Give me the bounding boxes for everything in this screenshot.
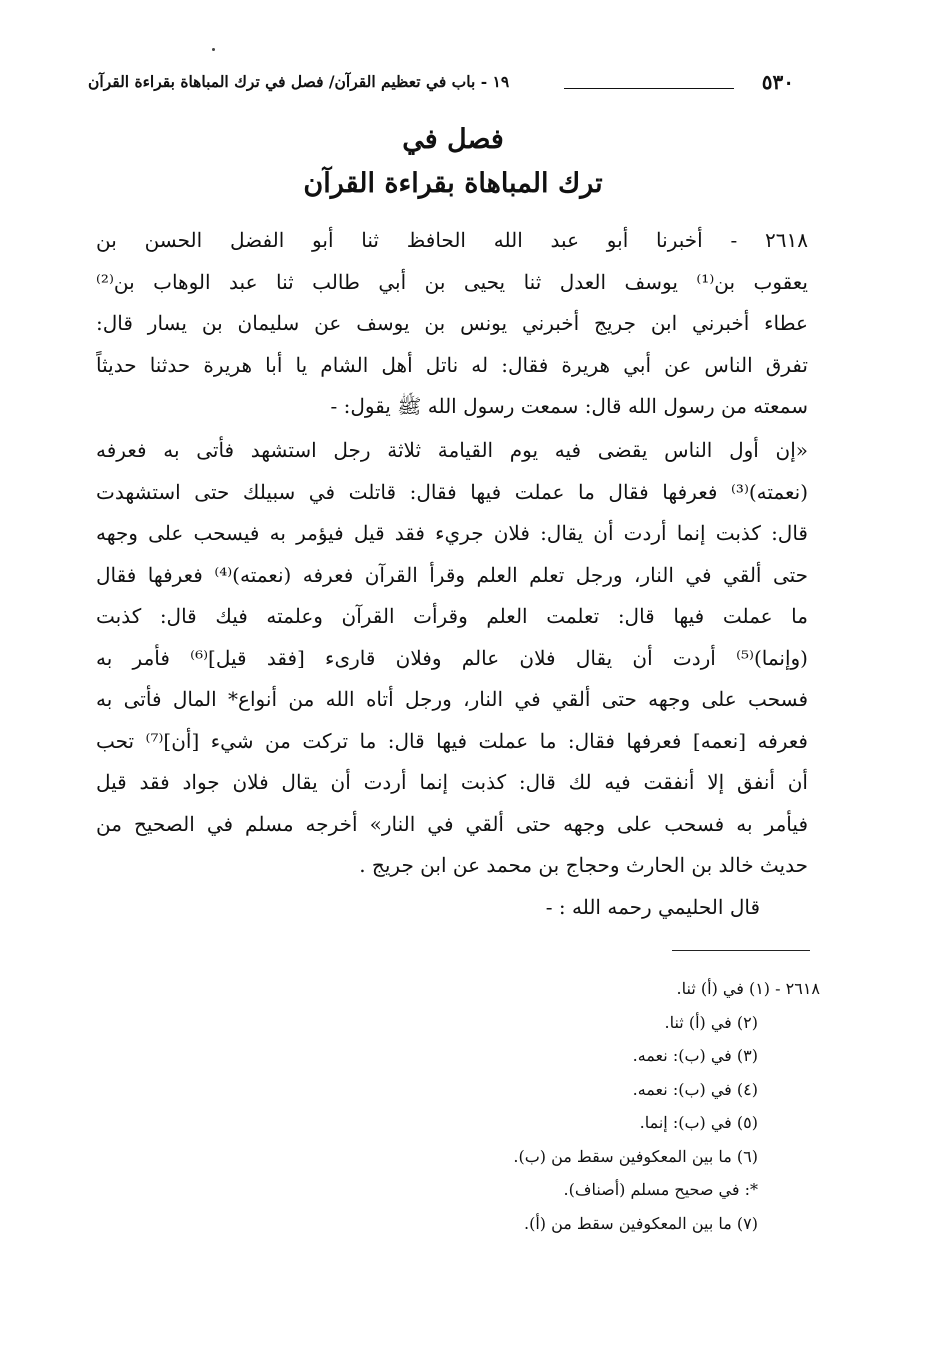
hadith-paragraph (96, 430, 808, 928)
footnote: ٢٦١٨ - (١) في (أ) ثنا. (676, 979, 820, 998)
text-line: حتى ألقي في النار، ورجل تعلم العلم وقرأ القرآن فعرفه (نعمته)⁽⁴⁾ فعرفها فقال (96, 562, 808, 587)
text-line: تفرق الناس عن أبي هريرة فقال: له ناتل أهل الشام يا أبا هريرة حدثنا حديثاً (96, 352, 808, 377)
footnote-separator (672, 950, 810, 951)
footnote: (٤) في (ب): نعمه. (632, 1079, 758, 1099)
text-line: فيأمر به فسحب على وجهه حتى ألقي في النار» أخرجه مسلم في الصحيح من (96, 811, 808, 836)
isnad-paragraph (96, 220, 808, 428)
text-line: يعقوب بن⁽¹⁾ يوسف العدل ثنا يحيى بن أبي طالب ثنا عبد الوهاب بن⁽²⁾ (96, 269, 808, 294)
footnote: (٣) في (ب): نعمه. (632, 1046, 758, 1065)
section-title (100, 118, 806, 206)
text-line: فعرفه [نعمه] فعرفها فقال: ما عملت فيها قال: ما تركت من شيء [أن]⁽⁷⁾ تحب (96, 728, 808, 753)
footnote: (٥) في (ب): إنما. (639, 1113, 758, 1132)
text-line: «إن أول الناس يقضى فيه يوم القيامة ثلاثة رجل استشهد فأتى به فعرفه (96, 438, 808, 462)
running-header (88, 70, 794, 100)
footnote: (٢) في (أ) ثنا. (664, 1012, 758, 1032)
footnote: (٧) ما بين المعكوفين سقط من (أ). (523, 1213, 758, 1233)
text-line: عطاء أخبرني ابن جريج أخبرني يونس بن يوسف عن سليمان بن يسار قال: (96, 311, 808, 335)
text-line: (وإنما)⁽⁵⁾ أردت أن يقال فلان عالم وفلان قارىء [فقد قيل]⁽⁶⁾ فأمر به (96, 645, 808, 670)
page-number: ٥٣٠ (761, 70, 794, 94)
text-line: ٢٦١٨ - أخبرنا أبو عبد الله الحافظ ثنا أبو الفضل الحسن بن (96, 228, 808, 252)
scan-speck (212, 48, 215, 51)
text-line: ما عملت فيها قال: تعلمت العلم وقرأت القرآن وعلمته فيك قال: كذبت (96, 604, 808, 628)
text-line: سمعته من رسول الله قال: سمعت رسول الله ﷺ يقول: - (330, 394, 808, 418)
text-line: قال: كذبت إنما أردت أن يقال: فلان جريء فقد قيل فيؤمر به فيسحب على وجهه (96, 521, 808, 545)
header-rule (564, 88, 734, 89)
footnotes (300, 972, 820, 1240)
footnote: (٦) ما بين المعكوفين سقط من (ب). (513, 1146, 758, 1166)
text-line: أن أنفق إلا أنفقت فيه لك قال: كذبت إنما أردت أن يقال فلان جواد فقد قيل (96, 770, 808, 794)
footnote: *: في صحيح مسلم (أصناف). (563, 1180, 758, 1199)
text-line: حديث خالد بن الحارث وحجاج بن محمد عن ابن جريج . (359, 853, 808, 877)
text-line: (نعمته)⁽³⁾ فعرفها فقال ما عملت فيها فقال: قاتلت في سبيلك حتى استشهدت (96, 479, 808, 504)
section-title-line-2: ترك المباهاة بقراءة القرآن (303, 168, 603, 199)
text-line: قال الحليمي رحمه الله : - (545, 894, 760, 919)
text-line: فسحب على وجهه حتى ألقي في النار، ورجل أتاه الله من أنواع* المال فأتى به (96, 687, 808, 711)
section-title-line-1: فصل في (402, 124, 504, 155)
running-title: ١٩ - باب في تعظيم القرآن/ فصل في ترك المباهاة بقراءة القرآن (88, 72, 510, 91)
